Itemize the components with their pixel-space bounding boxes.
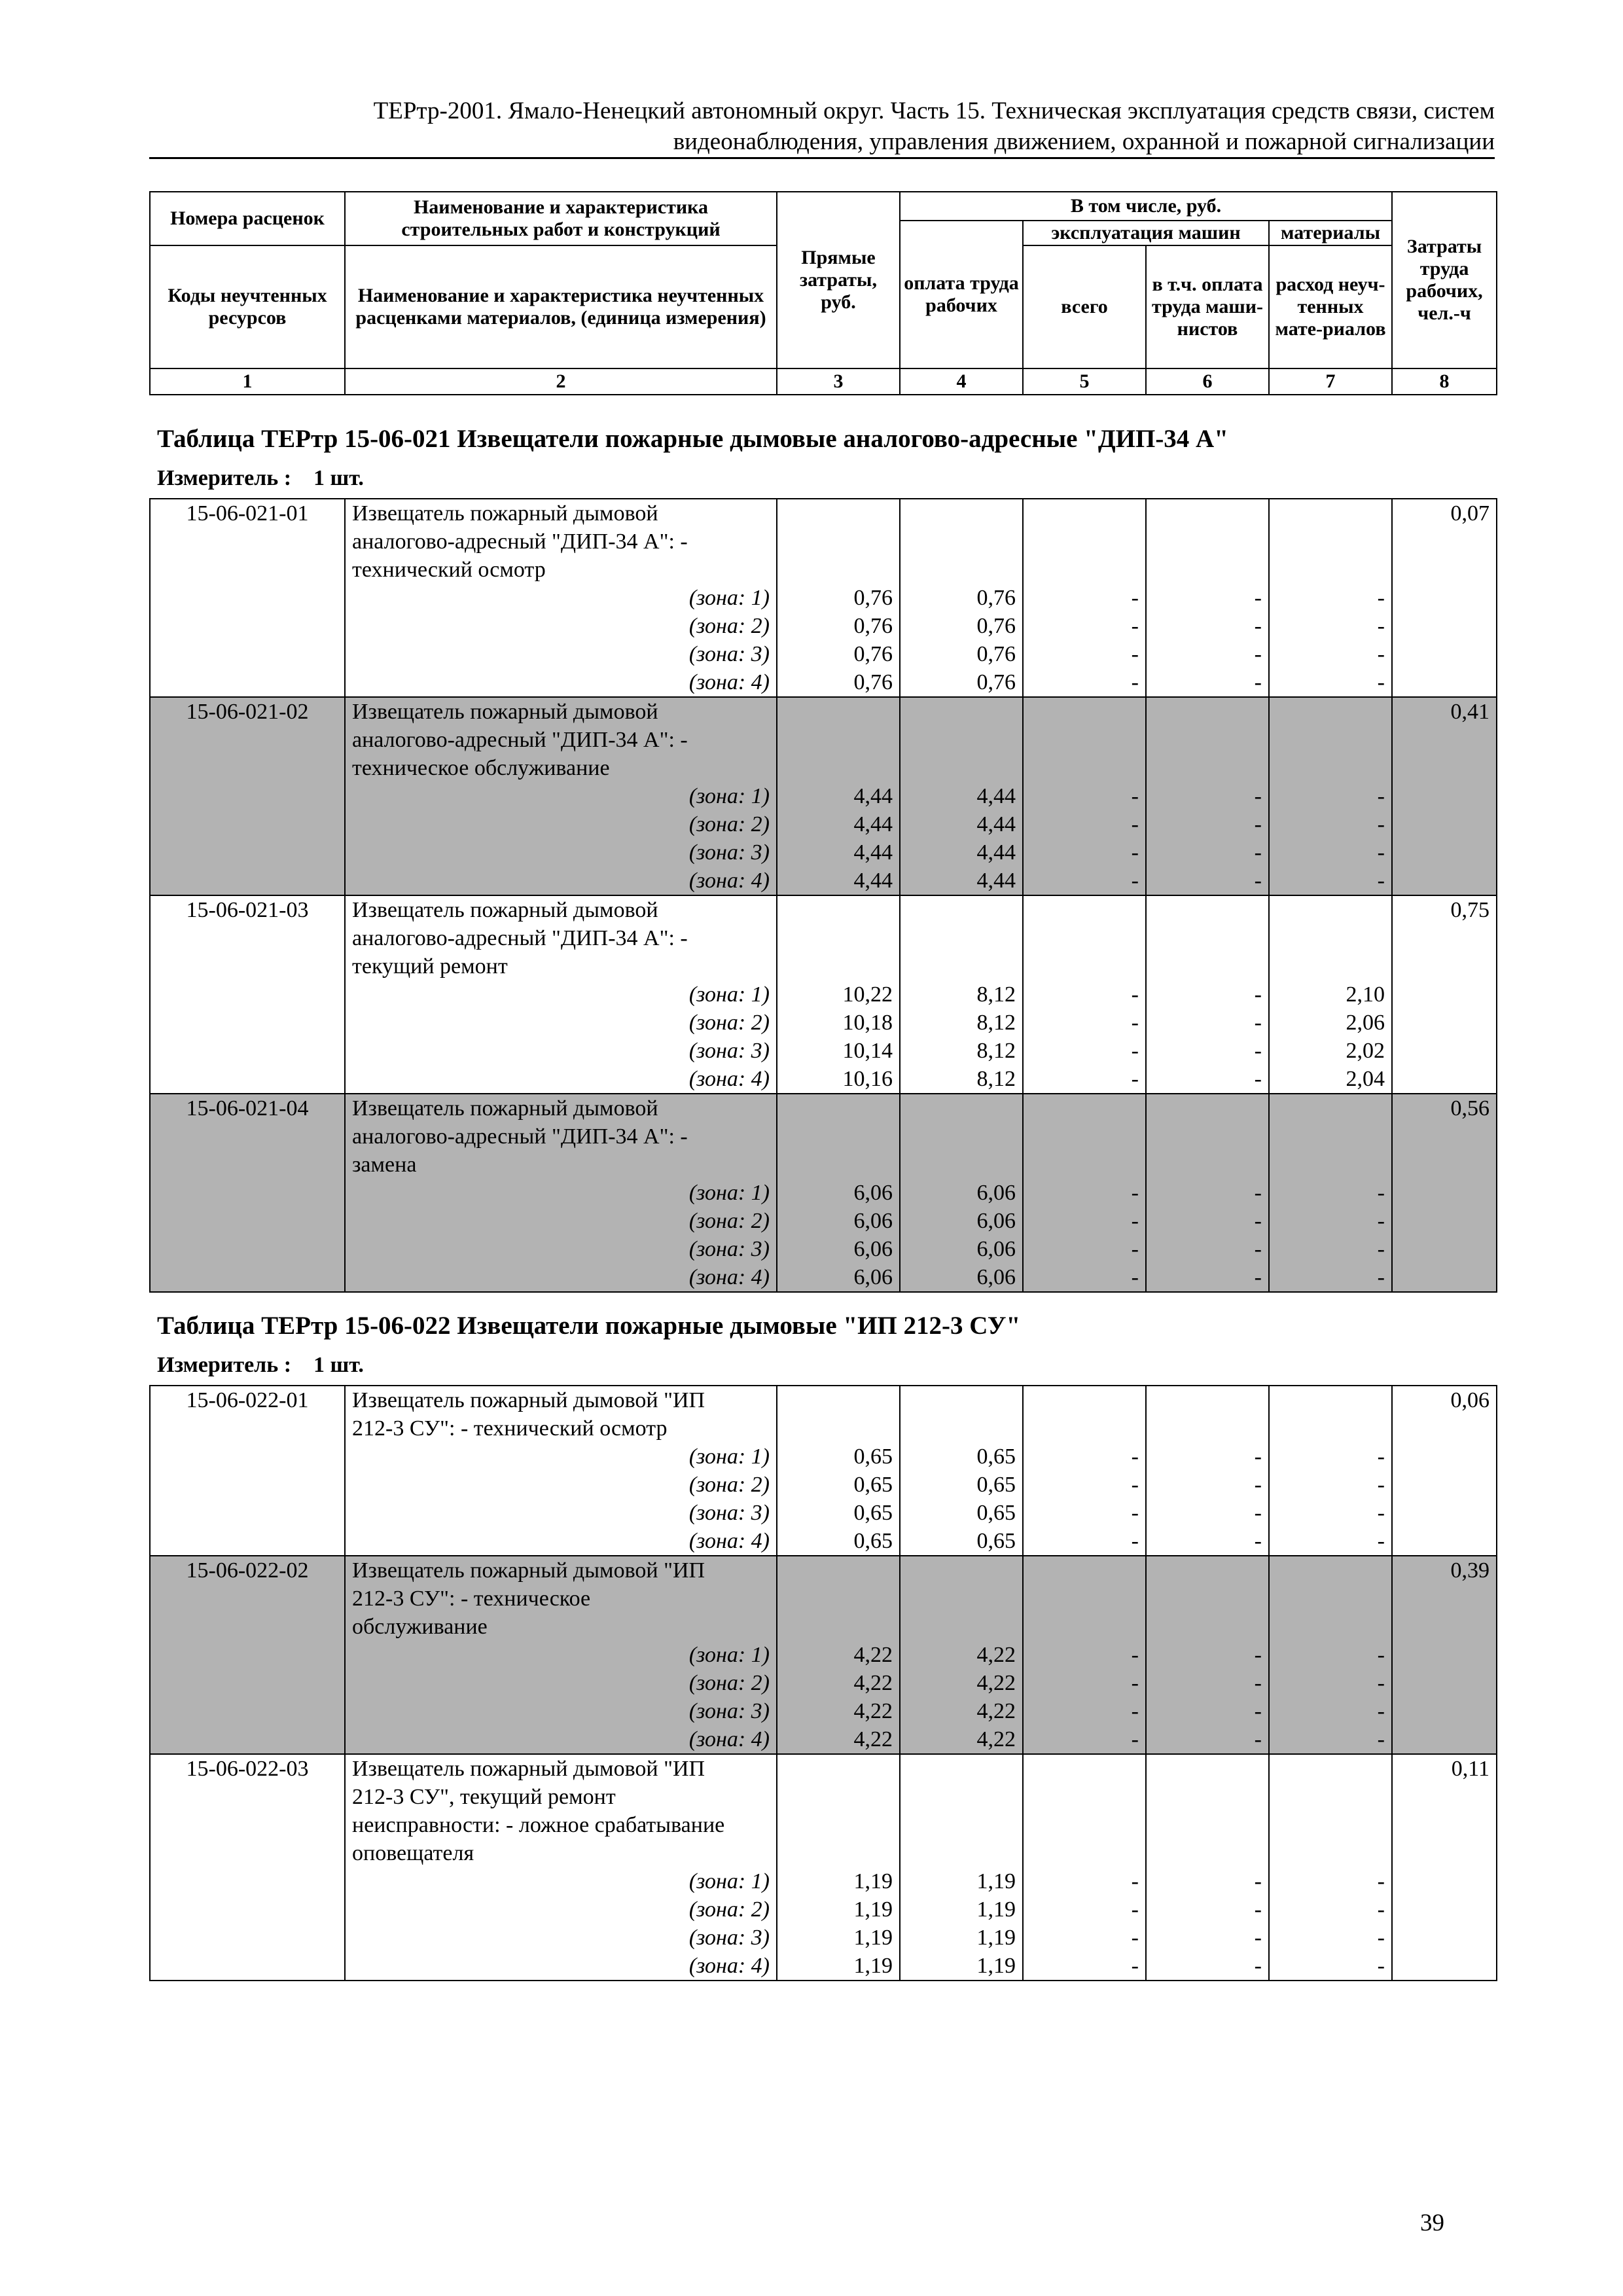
table-row: [150, 1641, 1497, 1669]
materials-value: -: [1269, 867, 1392, 895]
table-row: [150, 499, 1497, 528]
work-description: замена: [345, 1151, 777, 1179]
machinists-pay-value: -: [1146, 1065, 1269, 1094]
col-machines-total: всего: [1023, 245, 1146, 368]
table-row: [150, 1443, 1497, 1471]
table-row: [150, 895, 1497, 924]
rate-code: 15-06-022-02: [150, 1556, 345, 1585]
materials-value: -: [1269, 1867, 1392, 1895]
machines-total-value: -: [1023, 867, 1146, 895]
rate-code: 15-06-022-03: [150, 1754, 345, 1783]
worker-pay-value: 0,76: [900, 612, 1023, 640]
zone-label: (зона: 4): [345, 1952, 777, 1981]
running-header-line-1: ТЕРтр-2001. Ямало-Ненецкий автономный округ. Часть 15. Техническая эксплуатация средств связи, систем: [373, 98, 1495, 124]
machinists-pay-value: -: [1146, 1499, 1269, 1527]
table-row: [150, 640, 1497, 668]
zone-label: (зона: 4): [345, 668, 777, 697]
table-row: [150, 1811, 1497, 1839]
machines-total-value: -: [1023, 1499, 1146, 1527]
table-row: [150, 1094, 1497, 1122]
materials-value: 2,02: [1269, 1037, 1392, 1065]
rate-code: 15-06-021-02: [150, 697, 345, 726]
worker-pay-value: 0,65: [900, 1471, 1023, 1499]
machinists-pay-value: -: [1146, 1924, 1269, 1952]
work-description: техническое обслуживание: [345, 754, 777, 782]
zone-label: (зона: 1): [345, 1641, 777, 1669]
direct-costs-value: 4,22: [777, 1669, 900, 1697]
worker-pay-value: 0,65: [900, 1499, 1023, 1527]
table-row: [150, 556, 1497, 584]
table-row: [150, 1207, 1497, 1235]
labor-cost-value: 0,06: [1392, 1386, 1497, 1414]
materials-value: -: [1269, 810, 1392, 838]
col-resource-codes: Коды неучтенных ресурсов: [150, 245, 345, 368]
machinists-pay-value: -: [1146, 640, 1269, 668]
direct-costs-value: 0,65: [777, 1527, 900, 1556]
machinists-pay-value: -: [1146, 1669, 1269, 1697]
direct-costs-value: 10,22: [777, 980, 900, 1009]
machinists-pay-value: -: [1146, 980, 1269, 1009]
zone-label: (зона: 3): [345, 640, 777, 668]
machines-total-value: -: [1023, 1235, 1146, 1263]
materials-value: -: [1269, 612, 1392, 640]
materials-value: -: [1269, 1697, 1392, 1725]
table-row: [150, 668, 1497, 697]
table-row: [150, 1725, 1497, 1754]
materials-value: -: [1269, 1499, 1392, 1527]
table-row: [150, 867, 1497, 895]
machinists-pay-value: -: [1146, 1443, 1269, 1471]
col-number: 6: [1146, 368, 1269, 395]
table-row: [150, 1263, 1497, 1292]
table-row: [150, 1179, 1497, 1207]
rate-code: 15-06-021-03: [150, 895, 345, 924]
work-description: 212-3 СУ": - техническое: [345, 1585, 777, 1613]
worker-pay-value: 8,12: [900, 980, 1023, 1009]
machines-total-value: -: [1023, 1669, 1146, 1697]
col-number: 3: [777, 368, 900, 395]
machinists-pay-value: -: [1146, 867, 1269, 895]
machines-total-value: -: [1023, 1179, 1146, 1207]
machinists-pay-value: -: [1146, 1641, 1269, 1669]
machines-total-value: -: [1023, 838, 1146, 867]
worker-pay-value: 0,65: [900, 1527, 1023, 1556]
direct-costs-value: 0,65: [777, 1471, 900, 1499]
materials-value: -: [1269, 838, 1392, 867]
machines-total-value: -: [1023, 1037, 1146, 1065]
zone-label: (зона: 2): [345, 810, 777, 838]
materials-value: 2,06: [1269, 1009, 1392, 1037]
machinists-pay-value: -: [1146, 1009, 1269, 1037]
materials-value: -: [1269, 1669, 1392, 1697]
worker-pay-value: 4,22: [900, 1669, 1023, 1697]
materials-value: -: [1269, 1235, 1392, 1263]
worker-pay-value: 1,19: [900, 1895, 1023, 1924]
table-row: [150, 1065, 1497, 1094]
zone-label: (зона: 2): [345, 1669, 777, 1697]
col-including: В том числе, руб.: [900, 192, 1392, 221]
machines-total-value: -: [1023, 1867, 1146, 1895]
direct-costs-value: 4,22: [777, 1641, 900, 1669]
machines-total-value: -: [1023, 810, 1146, 838]
machines-total-value: -: [1023, 612, 1146, 640]
zone-label: (зона: 3): [345, 1697, 777, 1725]
col-number: 2: [345, 368, 777, 395]
table-row: [150, 726, 1497, 754]
table-row: [150, 810, 1497, 838]
column-header-table: [149, 191, 1497, 395]
materials-value: -: [1269, 782, 1392, 810]
worker-pay-value: 6,06: [900, 1207, 1023, 1235]
machinists-pay-value: -: [1146, 1952, 1269, 1981]
table-row: [150, 1613, 1497, 1641]
direct-costs-value: 0,76: [777, 640, 900, 668]
materials-value: 2,10: [1269, 980, 1392, 1009]
materials-value: -: [1269, 1641, 1392, 1669]
rates-table: [149, 498, 1497, 1293]
labor-cost-value: 0,75: [1392, 895, 1497, 924]
zone-label: (зона: 1): [345, 980, 777, 1009]
zone-label: (зона: 3): [345, 1037, 777, 1065]
table-row: [150, 584, 1497, 612]
worker-pay-value: 8,12: [900, 1065, 1023, 1094]
direct-costs-value: 10,14: [777, 1037, 900, 1065]
worker-pay-value: 4,44: [900, 810, 1023, 838]
machines-total-value: -: [1023, 782, 1146, 810]
direct-costs-value: 6,06: [777, 1235, 900, 1263]
materials-value: -: [1269, 1443, 1392, 1471]
column-numbers-row: [150, 368, 1497, 395]
worker-pay-value: 4,44: [900, 867, 1023, 895]
col-number: 7: [1269, 368, 1392, 395]
zone-label: (зона: 1): [345, 1867, 777, 1895]
zone-label: (зона: 4): [345, 1725, 777, 1754]
machines-total-value: -: [1023, 1924, 1146, 1952]
machinists-pay-value: -: [1146, 1471, 1269, 1499]
table-row: [150, 1952, 1497, 1981]
work-description: 212-3 СУ": - технический осмотр: [345, 1414, 777, 1443]
direct-costs-value: 6,06: [777, 1263, 900, 1292]
worker-pay-value: 1,19: [900, 1952, 1023, 1981]
materials-value: -: [1269, 1952, 1392, 1981]
materials-value: -: [1269, 640, 1392, 668]
machines-total-value: -: [1023, 1207, 1146, 1235]
worker-pay-value: 6,06: [900, 1263, 1023, 1292]
direct-costs-value: 0,65: [777, 1443, 900, 1471]
materials-value: -: [1269, 1471, 1392, 1499]
machinists-pay-value: -: [1146, 1037, 1269, 1065]
worker-pay-value: 0,76: [900, 668, 1023, 697]
work-description: Извещатель пожарный дымовой: [345, 1094, 777, 1122]
col-machinists-pay: в т.ч. оплата труда маши-нистов: [1146, 245, 1269, 368]
machinists-pay-value: -: [1146, 1179, 1269, 1207]
work-description: обслуживание: [345, 1613, 777, 1641]
page-number: 39: [1420, 2210, 1444, 2236]
table-row: [150, 1527, 1497, 1556]
machinists-pay-value: -: [1146, 1207, 1269, 1235]
table-row: [150, 1009, 1497, 1037]
col-material-name: Наименование и характеристика неучтенных расценками материалов, (единица измерения): [345, 245, 777, 368]
zone-label: (зона: 1): [345, 584, 777, 612]
work-description: аналогово-адресный "ДИП-34 А": -: [345, 1122, 777, 1151]
machinists-pay-value: -: [1146, 1235, 1269, 1263]
work-description: Извещатель пожарный дымовой: [345, 895, 777, 924]
table-row: [150, 1122, 1497, 1151]
worker-pay-value: 4,22: [900, 1697, 1023, 1725]
worker-pay-value: 4,22: [900, 1641, 1023, 1669]
work-description: Извещатель пожарный дымовой: [345, 697, 777, 726]
direct-costs-value: 4,22: [777, 1697, 900, 1725]
zone-label: (зона: 1): [345, 782, 777, 810]
materials-value: -: [1269, 668, 1392, 697]
worker-pay-value: 0,65: [900, 1443, 1023, 1471]
work-description: аналогово-адресный "ДИП-34 А": -: [345, 528, 777, 556]
machines-total-value: -: [1023, 980, 1146, 1009]
measure-label: Измеритель : 1 шт.: [157, 466, 364, 490]
zone-label: (зона: 3): [345, 1235, 777, 1263]
zone-label: (зона: 2): [345, 1207, 777, 1235]
worker-pay-value: 6,06: [900, 1179, 1023, 1207]
materials-value: -: [1269, 1924, 1392, 1952]
machines-total-value: -: [1023, 1725, 1146, 1754]
zone-label: (зона: 2): [345, 1895, 777, 1924]
rate-code: 15-06-022-01: [150, 1386, 345, 1414]
col-labor-cost: Затраты труда рабочих, чел.-ч: [1392, 192, 1497, 368]
table-title: Таблица ТЕРтр 15-06-022 Извещатели пожарные дымовые "ИП 212-3 СУ": [157, 1312, 1021, 1340]
table-row: [150, 612, 1497, 640]
labor-cost-value: 0,39: [1392, 1556, 1497, 1585]
table-title: Таблица ТЕРтр 15-06-021 Извещатели пожарные дымовые аналогово-адресные "ДИП-34 А": [157, 425, 1228, 453]
work-description: текущий ремонт: [345, 952, 777, 980]
direct-costs-value: 10,18: [777, 1009, 900, 1037]
rate-code: 15-06-021-01: [150, 499, 345, 528]
direct-costs-value: 0,76: [777, 668, 900, 697]
zone-label: (зона: 2): [345, 1009, 777, 1037]
machinists-pay-value: -: [1146, 584, 1269, 612]
col-number: 8: [1392, 368, 1497, 395]
direct-costs-value: 4,44: [777, 867, 900, 895]
machines-total-value: -: [1023, 1697, 1146, 1725]
work-description: Извещатель пожарный дымовой: [345, 499, 777, 528]
table-row: [150, 924, 1497, 952]
machines-total-value: -: [1023, 640, 1146, 668]
rate-code: 15-06-021-04: [150, 1094, 345, 1122]
rates-table: [149, 1385, 1497, 1981]
machines-total-value: -: [1023, 1952, 1146, 1981]
table-row: [150, 1556, 1497, 1585]
header-rule: [149, 157, 1495, 159]
table-row: [150, 838, 1497, 867]
machines-total-value: -: [1023, 1443, 1146, 1471]
work-description: аналогово-адресный "ДИП-34 А": -: [345, 726, 777, 754]
col-work-name: Наименование и характеристика строительных работ и конструкций: [345, 192, 777, 245]
col-number: 4: [900, 368, 1023, 395]
materials-value: -: [1269, 1527, 1392, 1556]
table-row: [150, 1471, 1497, 1499]
work-description: технический осмотр: [345, 556, 777, 584]
labor-cost-value: 0,41: [1392, 697, 1497, 726]
worker-pay-value: 8,12: [900, 1037, 1023, 1065]
zone-label: (зона: 2): [345, 612, 777, 640]
zone-label: (зона: 4): [345, 1263, 777, 1292]
table-row: [150, 1867, 1497, 1895]
table-row: [150, 980, 1497, 1009]
worker-pay-value: 0,76: [900, 584, 1023, 612]
machines-total-value: -: [1023, 668, 1146, 697]
machinists-pay-value: -: [1146, 1263, 1269, 1292]
zone-label: (зона: 1): [345, 1179, 777, 1207]
col-rate-numbers: Номера расценок: [150, 192, 345, 245]
running-header-line-2: видеонаблюдения, управления движением, охранной и пожарной сигнализации: [673, 128, 1495, 155]
table-row: [150, 1924, 1497, 1952]
table-row: [150, 697, 1497, 726]
worker-pay-value: 4,44: [900, 782, 1023, 810]
work-description: оповещателя: [345, 1839, 777, 1867]
table-row: [150, 1697, 1497, 1725]
machines-total-value: -: [1023, 1263, 1146, 1292]
materials-value: -: [1269, 1179, 1392, 1207]
machinists-pay-value: -: [1146, 1697, 1269, 1725]
table-row: [150, 1235, 1497, 1263]
col-worker-pay: оплата труда рабочих: [900, 221, 1023, 368]
col-direct-costs: Прямые затраты, руб.: [777, 192, 900, 368]
direct-costs-value: 6,06: [777, 1207, 900, 1235]
table-row: [150, 1386, 1497, 1414]
table-row: [150, 1414, 1497, 1443]
table-row: [150, 1037, 1497, 1065]
worker-pay-value: 4,22: [900, 1725, 1023, 1754]
labor-cost-value: 0,07: [1392, 499, 1497, 528]
machinists-pay-value: -: [1146, 612, 1269, 640]
worker-pay-value: 6,06: [900, 1235, 1023, 1263]
work-description: Извещатель пожарный дымовой "ИП: [345, 1386, 777, 1414]
work-description: 212-3 СУ", текущий ремонт: [345, 1783, 777, 1811]
machines-total-value: -: [1023, 1641, 1146, 1669]
zone-label: (зона: 2): [345, 1471, 777, 1499]
machinists-pay-value: -: [1146, 782, 1269, 810]
machines-total-value: -: [1023, 1895, 1146, 1924]
table-row: [150, 952, 1497, 980]
work-description: Извещатель пожарный дымовой "ИП: [345, 1556, 777, 1585]
table-row: [150, 782, 1497, 810]
zone-label: (зона: 1): [345, 1443, 777, 1471]
machinists-pay-value: -: [1146, 1527, 1269, 1556]
table-row: [150, 1585, 1497, 1613]
direct-costs-value: 0,76: [777, 612, 900, 640]
col-materials-usage: расход неуч-тенных мате-риалов: [1269, 245, 1392, 368]
worker-pay-value: 4,44: [900, 838, 1023, 867]
labor-cost-value: 0,56: [1392, 1094, 1497, 1122]
materials-value: -: [1269, 1207, 1392, 1235]
direct-costs-value: 6,06: [777, 1179, 900, 1207]
worker-pay-value: 0,76: [900, 640, 1023, 668]
table-row: [150, 528, 1497, 556]
direct-costs-value: 1,19: [777, 1924, 900, 1952]
materials-value: -: [1269, 1895, 1392, 1924]
table-row: [150, 754, 1497, 782]
machinists-pay-value: -: [1146, 838, 1269, 867]
labor-cost-value: 0,11: [1392, 1754, 1497, 1783]
col-number: 5: [1023, 368, 1146, 395]
direct-costs-value: 4,44: [777, 838, 900, 867]
table-row: [150, 1151, 1497, 1179]
zone-label: (зона: 3): [345, 838, 777, 867]
measure-label: Измеритель : 1 шт.: [157, 1353, 364, 1377]
machinists-pay-value: -: [1146, 1725, 1269, 1754]
direct-costs-value: 0,76: [777, 584, 900, 612]
machines-total-value: -: [1023, 584, 1146, 612]
work-description: аналогово-адресный "ДИП-34 А": -: [345, 924, 777, 952]
direct-costs-value: 4,44: [777, 782, 900, 810]
direct-costs-value: 10,16: [777, 1065, 900, 1094]
col-machines: эксплуатация машин: [1023, 221, 1269, 245]
col-number: 1: [150, 368, 345, 395]
direct-costs-value: 4,44: [777, 810, 900, 838]
zone-label: (зона: 4): [345, 867, 777, 895]
machinists-pay-value: -: [1146, 668, 1269, 697]
machines-total-value: -: [1023, 1009, 1146, 1037]
table-row: [150, 1754, 1497, 1783]
machines-total-value: -: [1023, 1065, 1146, 1094]
zone-label: (зона: 4): [345, 1527, 777, 1556]
worker-pay-value: 1,19: [900, 1867, 1023, 1895]
worker-pay-value: 1,19: [900, 1924, 1023, 1952]
zone-label: (зона: 3): [345, 1924, 777, 1952]
materials-value: -: [1269, 584, 1392, 612]
table-row: [150, 1783, 1497, 1811]
direct-costs-value: 1,19: [777, 1867, 900, 1895]
materials-value: 2,04: [1269, 1065, 1392, 1094]
machinists-pay-value: -: [1146, 1895, 1269, 1924]
zone-label: (зона: 3): [345, 1499, 777, 1527]
work-description: Извещатель пожарный дымовой "ИП: [345, 1754, 777, 1783]
col-materials: материалы: [1269, 221, 1392, 245]
worker-pay-value: 8,12: [900, 1009, 1023, 1037]
table-row: [150, 1499, 1497, 1527]
direct-costs-value: 0,65: [777, 1499, 900, 1527]
materials-value: -: [1269, 1725, 1392, 1754]
machinists-pay-value: -: [1146, 1867, 1269, 1895]
machines-total-value: -: [1023, 1527, 1146, 1556]
work-description: неисправности: - ложное срабатывание: [345, 1811, 777, 1839]
table-row: [150, 1839, 1497, 1867]
table-row: [150, 1669, 1497, 1697]
table-row: [150, 1895, 1497, 1924]
direct-costs-value: 1,19: [777, 1952, 900, 1981]
direct-costs-value: 4,22: [777, 1725, 900, 1754]
direct-costs-value: 1,19: [777, 1895, 900, 1924]
machines-total-value: -: [1023, 1471, 1146, 1499]
machinists-pay-value: -: [1146, 810, 1269, 838]
zone-label: (зона: 4): [345, 1065, 777, 1094]
materials-value: -: [1269, 1263, 1392, 1292]
